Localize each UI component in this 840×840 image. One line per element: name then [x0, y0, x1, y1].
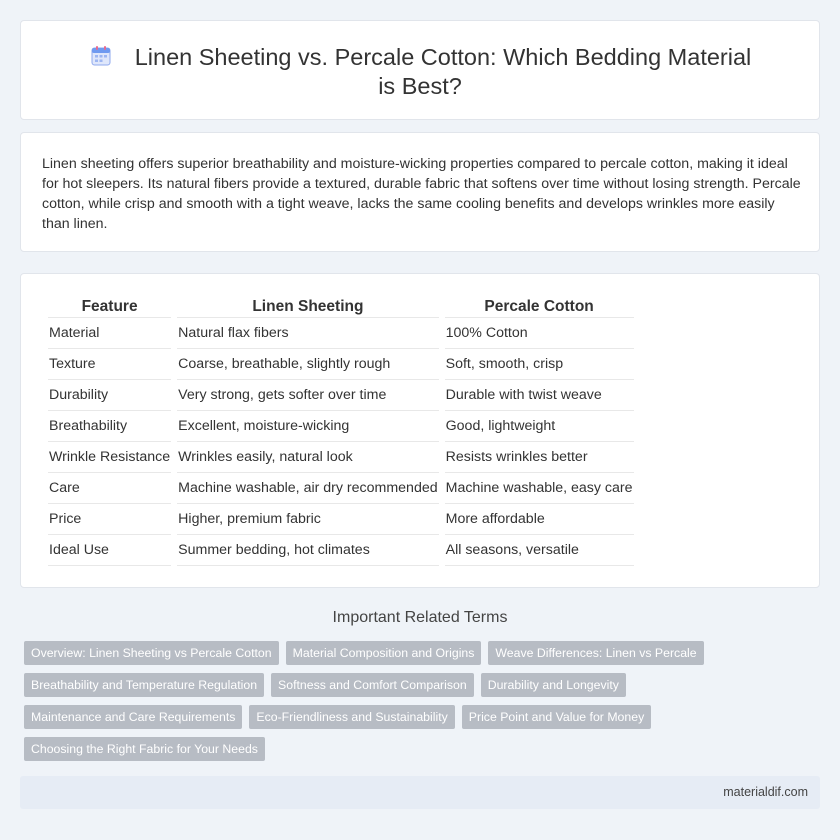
related-term-tag[interactable]: Material Composition and Origins [286, 641, 482, 665]
table-row [48, 380, 634, 411]
related-term-tag[interactable]: Choosing the Right Fabric for Your Needs [24, 737, 265, 761]
header-card [20, 20, 820, 120]
table-cell: Natural flax fibers [177, 318, 438, 349]
calendar-icon [89, 44, 113, 68]
site-credit[interactable]: materialdif.com [723, 785, 808, 799]
table-cell: Good, lightweight [445, 411, 634, 442]
table-cell: Breathability [48, 411, 171, 442]
related-terms-heading: Important Related Terms [332, 609, 508, 626]
table-cell: Price [48, 504, 171, 535]
column-header: Percale Cotton [445, 296, 634, 318]
column-header: Feature [48, 296, 171, 318]
table-row [48, 535, 634, 566]
column-header: Linen Sheeting [177, 296, 438, 318]
table-cell: Durable with twist weave [445, 380, 634, 411]
table-cell: Summer bedding, hot climates [177, 535, 438, 566]
table-cell: Texture [48, 349, 171, 380]
related-term-tag[interactable]: Durability and Longevity [481, 673, 626, 697]
related-terms-list [24, 641, 824, 761]
related-term-tag[interactable]: Eco-Friendliness and Sustainability [249, 705, 454, 729]
table-cell: Coarse, breathable, slightly rough [177, 349, 438, 380]
related-term-tag[interactable]: Breathability and Temperature Regulation [24, 673, 264, 697]
page-title: Linen Sheeting vs. Percale Cotton: Which Bedding Material is Best? [134, 44, 752, 99]
related-term-tag[interactable]: Overview: Linen Sheeting vs Percale Cotton [24, 641, 279, 665]
related-term-tag[interactable]: Softness and Comfort Comparison [271, 673, 474, 697]
table-cell: All seasons, versatile [445, 535, 634, 566]
table-cell: Excellent, moisture-wicking [177, 411, 438, 442]
table-cell: Machine washable, easy care [445, 473, 634, 504]
table-header-row [48, 296, 634, 318]
table-row [48, 504, 634, 535]
intro-card [20, 132, 820, 252]
table-cell: Wrinkle Resistance [48, 442, 171, 473]
table-row [48, 318, 634, 349]
table-cell: Ideal Use [48, 535, 171, 566]
intro-paragraph: Linen sheeting offers superior breathability and moisture-wicking properties compared to percale cotton, making it ideal for hot sleepers. Its natural fibers provide a textured, durable fabric that softens over time without losing strength. Percale cotton, while crisp and smooth with a tight weave, lacks the same cooling benefits and develops wrinkles more easily than linen. [42, 156, 801, 232]
comparison-card [20, 273, 820, 588]
table-row [48, 411, 634, 442]
related-term-tag[interactable]: Maintenance and Care Requirements [24, 705, 242, 729]
table-cell: Care [48, 473, 171, 504]
table-row [48, 473, 634, 504]
table-row [48, 442, 634, 473]
page-title-wrap [21, 43, 819, 101]
table-cell: Higher, premium fabric [177, 504, 438, 535]
table-cell: Resists wrinkles better [445, 442, 634, 473]
table-row [48, 349, 634, 380]
table-cell: Wrinkles easily, natural look [177, 442, 438, 473]
table-cell: Durability [48, 380, 171, 411]
table-cell: More affordable [445, 504, 634, 535]
table-cell: Machine washable, air dry recommended [177, 473, 438, 504]
table-cell: 100% Cotton [445, 318, 634, 349]
table-cell: Soft, smooth, crisp [445, 349, 634, 380]
related-term-tag[interactable]: Price Point and Value for Money [462, 705, 651, 729]
table-cell: Very strong, gets softer over time [177, 380, 438, 411]
footer [20, 776, 820, 809]
table-cell: Material [48, 318, 171, 349]
comparison-table [42, 296, 640, 566]
related-term-tag[interactable]: Weave Differences: Linen vs Percale [488, 641, 703, 665]
